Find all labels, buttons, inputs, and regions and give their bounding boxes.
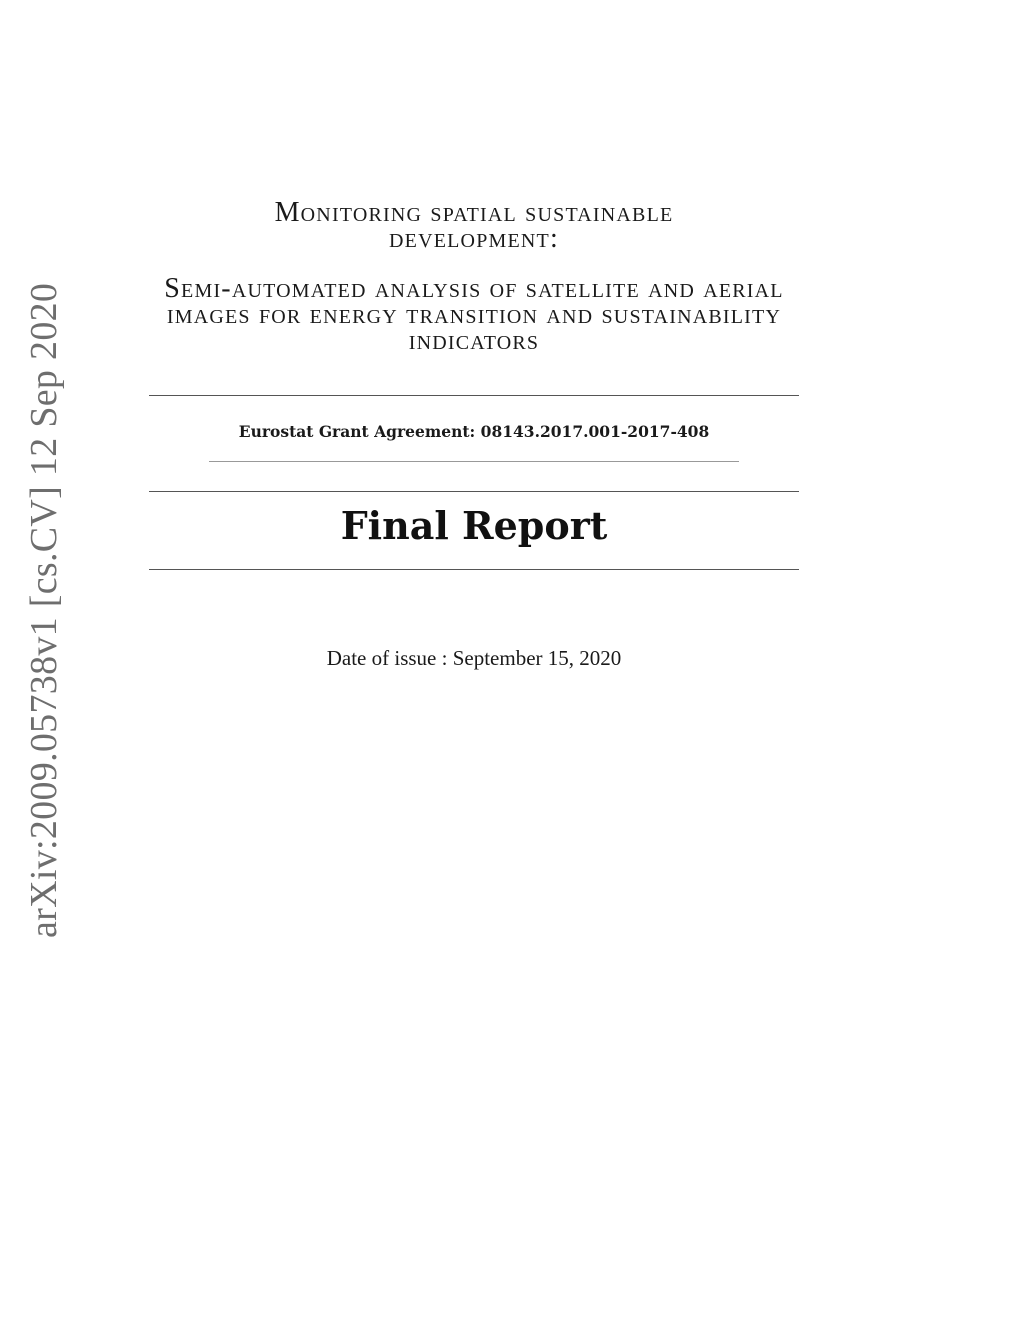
top-rule [149, 395, 799, 396]
report-title-top-rule [149, 491, 799, 492]
title-block [149, 197, 799, 356]
document-subtitle: Semi-automated analysis of satellite and aerial images for energy transition and sustainability indicators [164, 273, 784, 356]
grant-agreement: Eurostat Grant Agreement: 08143.2017.001-2017-408 [238, 422, 710, 441]
arxiv-identifier-stamp: arXiv:2009.05738v1 [cs.CV] 12 Sep 2020 [23, 282, 65, 938]
issue-date-value: September 15, 2020 [452, 646, 622, 670]
grant-underline-rule [209, 461, 739, 462]
document-title: Monitoring spatial sustainable development: [274, 197, 674, 254]
report-title-bottom-rule [149, 569, 799, 570]
issue-date-label: Date of issue : [326, 646, 448, 670]
issue-date-line [149, 646, 799, 671]
report-title: Final Report [340, 503, 608, 548]
